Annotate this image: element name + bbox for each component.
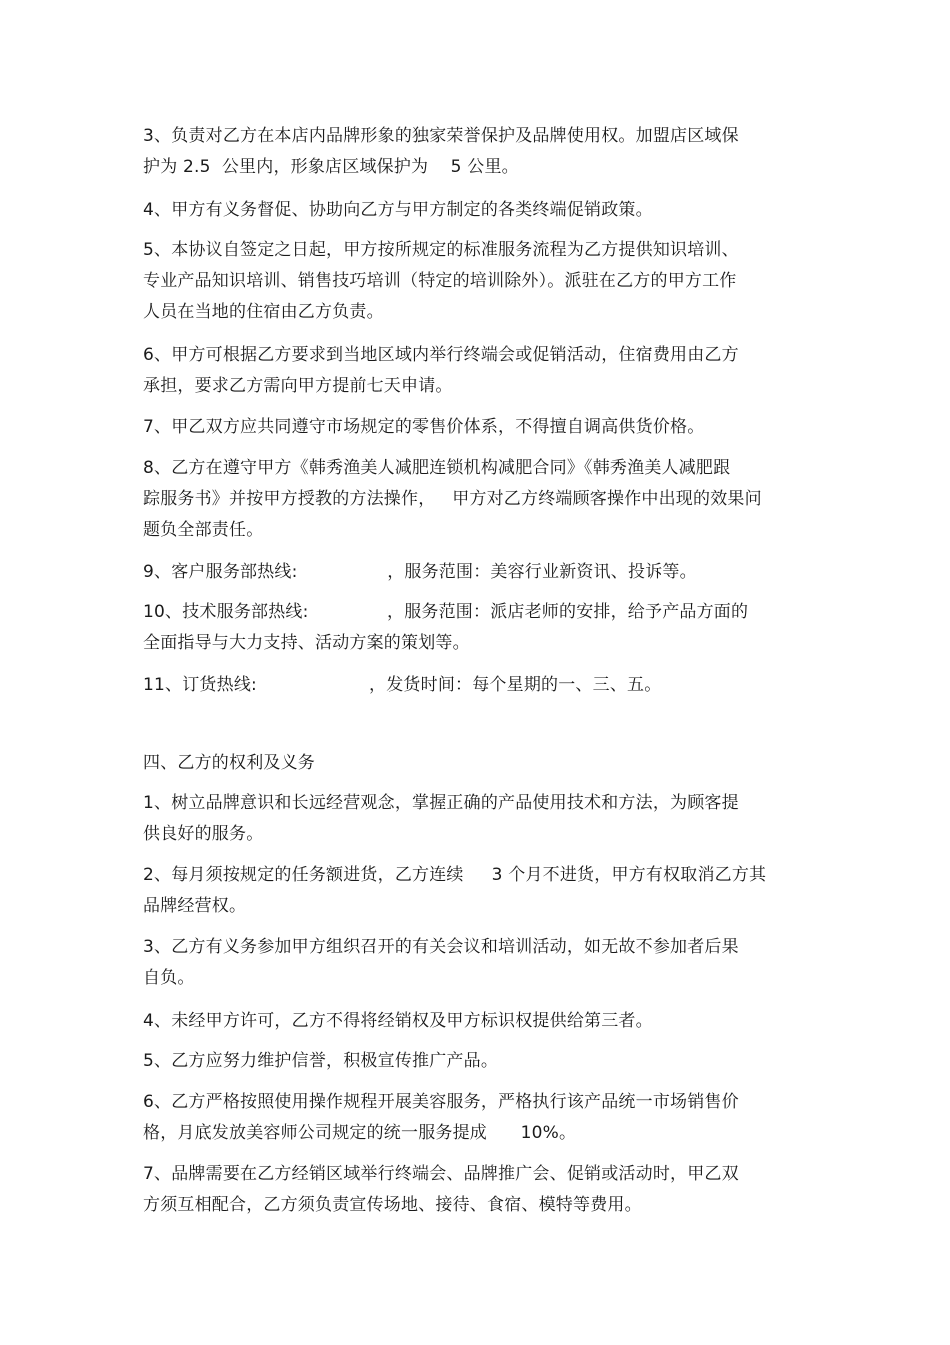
text-line: 供良好的服务。 xyxy=(143,824,264,844)
text-line: 踪服务书》并按甲方授教的方法操作， 甲方对乙方终端顾客操作中出现的效果问 xyxy=(143,489,762,509)
section-heading: 四、乙方的权利及义务 xyxy=(143,753,315,773)
clause-3-5 xyxy=(143,235,803,328)
text-line: 3、负责对乙方在本店内品牌形象的独家荣誉保护及品牌使用权。加盟店区域保 xyxy=(143,126,739,146)
clause-4-7 xyxy=(143,1159,803,1221)
text-line: 品牌经营权。 xyxy=(143,896,247,916)
text-line: 11、订货热线: ，发货时间：每个星期的一、三、五。 xyxy=(143,675,662,695)
clause-3-11 xyxy=(143,670,803,701)
text-line: 9、客户服务部热线: ，服务范围：美容行业新资讯、投诉等。 xyxy=(143,562,697,582)
clause-4-4 xyxy=(143,1006,803,1037)
text-line: 4、未经甲方许可，乙方不得将经销权及甲方标识权提供给第三者。 xyxy=(143,1011,653,1031)
text-line: 全面指导与大力支持、活动方案的策划等。 xyxy=(143,633,470,653)
clause-4-5 xyxy=(143,1046,803,1077)
text-line: 题负全部责任。 xyxy=(143,520,264,540)
text-line: 7、品牌需要在乙方经销区域举行终端会、品牌推广会、促销或活动时，甲乙双 xyxy=(143,1164,739,1184)
text-line: 护为 2.5 公里内，形象店区域保护为 5 公里。 xyxy=(143,157,519,177)
text-line: 5、乙方应努力维护信誉，积极宣传推广产品。 xyxy=(143,1051,499,1071)
text-line: 3、乙方有义务参加甲方组织召开的有关会议和培训活动，如无故不参加者后果 xyxy=(143,937,739,957)
text-line: 专业产品知识培训、销售技巧培训（特定的培训除外）。派驻在乙方的甲方工作 xyxy=(143,271,737,291)
clause-3-6 xyxy=(143,340,803,402)
clause-4-6 xyxy=(143,1087,803,1149)
text-line: 5、本协议自签定之日起，甲方按所规定的标准服务流程为乙方提供知识培训、 xyxy=(143,240,739,260)
text-line: 人员在当地的住宿由乙方负责。 xyxy=(143,302,384,322)
clause-3-9 xyxy=(143,557,803,588)
clause-4-2 xyxy=(143,860,803,922)
clause-3-3 xyxy=(143,121,803,183)
text-line: 格，月底发放美容师公司规定的统一服务提成 10%。 xyxy=(143,1123,577,1143)
text-line: 4、甲方有义务督促、协助向乙方与甲方制定的各类终端促销政策。 xyxy=(143,200,653,220)
text-line: 自负。 xyxy=(143,968,195,988)
text-line: 6、甲方可根据乙方要求到当地区域内举行终端会或促销活动，住宿费用由乙方 xyxy=(143,345,739,365)
clause-4-3 xyxy=(143,932,803,994)
text-line: 1、树立品牌意识和长远经营观念，掌握正确的产品使用技术和方法，为顾客提 xyxy=(143,793,739,813)
text-line: 8、乙方在遵守甲方《韩秀渔美人减肥连锁机构减肥合同》《韩秀渔美人减肥跟 xyxy=(143,458,731,478)
clause-3-10 xyxy=(143,597,803,659)
text-line: 7、甲乙双方应共同遵守市场规定的零售价体系，不得擅自调高供货价格。 xyxy=(143,417,705,437)
text-line: 承担，要求乙方需向甲方提前七天申请。 xyxy=(143,376,453,396)
text-line: 6、乙方严格按照使用操作规程开展美容服务，严格执行该产品统一市场销售价 xyxy=(143,1092,739,1112)
clause-3-7 xyxy=(143,412,803,443)
text-line: 10、技术服务部热线: ，服务范围：派店老师的安排，给予产品方面的 xyxy=(143,602,749,622)
text-line: 2、每月须按规定的任务额进货，乙方连续 3 个月不进货，甲方有权取消乙方其 xyxy=(143,865,767,885)
text-line: 方须互相配合，乙方须负责宣传场地、接待、食宿、模特等费用。 xyxy=(143,1195,642,1215)
clause-3-8 xyxy=(143,453,803,546)
clause-4-1 xyxy=(143,788,803,850)
clause-3-4 xyxy=(143,195,803,226)
